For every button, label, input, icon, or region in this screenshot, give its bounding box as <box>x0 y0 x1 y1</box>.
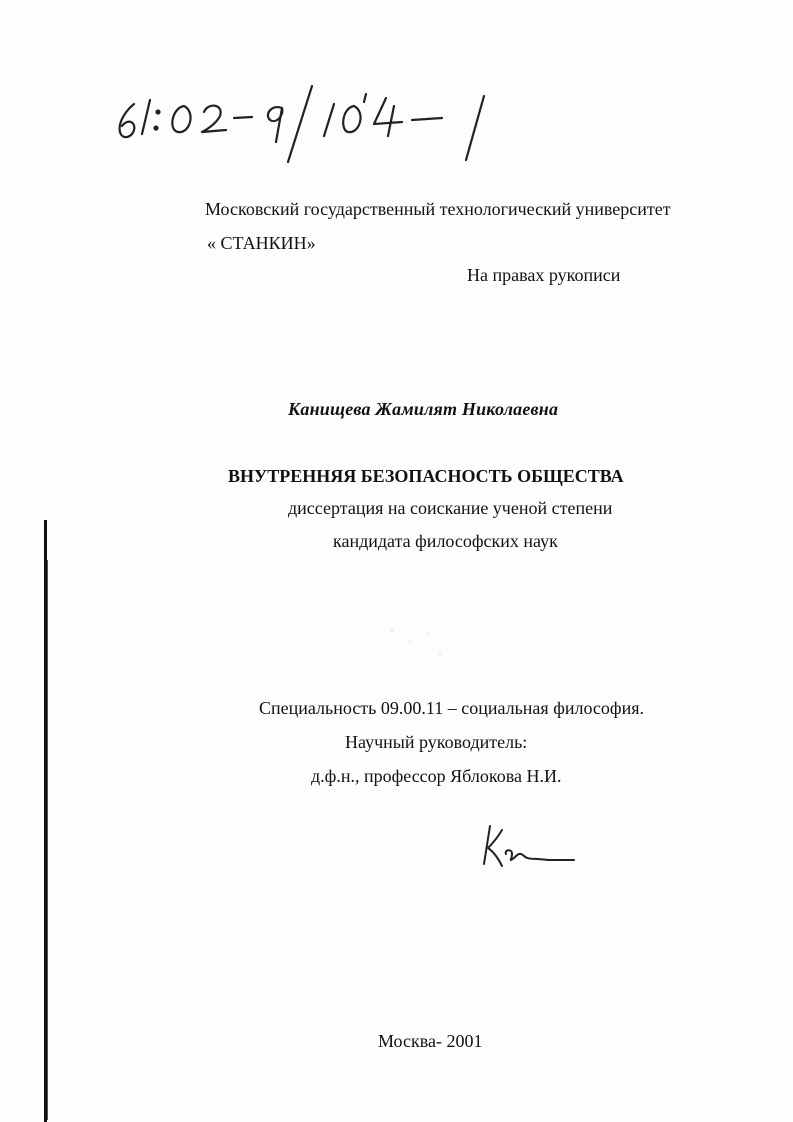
handwritten-archive-code <box>112 72 532 172</box>
advisor-name: д.ф.н., профессор Яблокова Н.И. <box>311 766 562 786</box>
specialty: Специальность 09.00.11 – социальная философия. <box>259 698 644 718</box>
city-year: Москва- 2001 <box>378 1031 483 1051</box>
university-name: Московский государственный технологический университет <box>205 199 671 219</box>
manuscript-note: На правах рукописи <box>467 265 621 285</box>
degree-line-1: диссертация на соискание ученой степени <box>288 498 613 518</box>
scan-edge-shadow-thin <box>47 560 48 1120</box>
signature <box>478 820 578 870</box>
author-name: Канищева Жамилят Николаевна <box>288 399 559 419</box>
advisor-label: Научный руководитель: <box>345 732 528 752</box>
university-abbreviation: « СТАНКИН» <box>207 233 316 253</box>
degree-line-2: кандидата философских наук <box>333 531 558 551</box>
scan-specks <box>380 620 470 670</box>
thesis-title: ВНУТРЕННЯЯ БЕЗОПАСНОСТЬ ОБЩЕСТВА <box>228 466 624 486</box>
